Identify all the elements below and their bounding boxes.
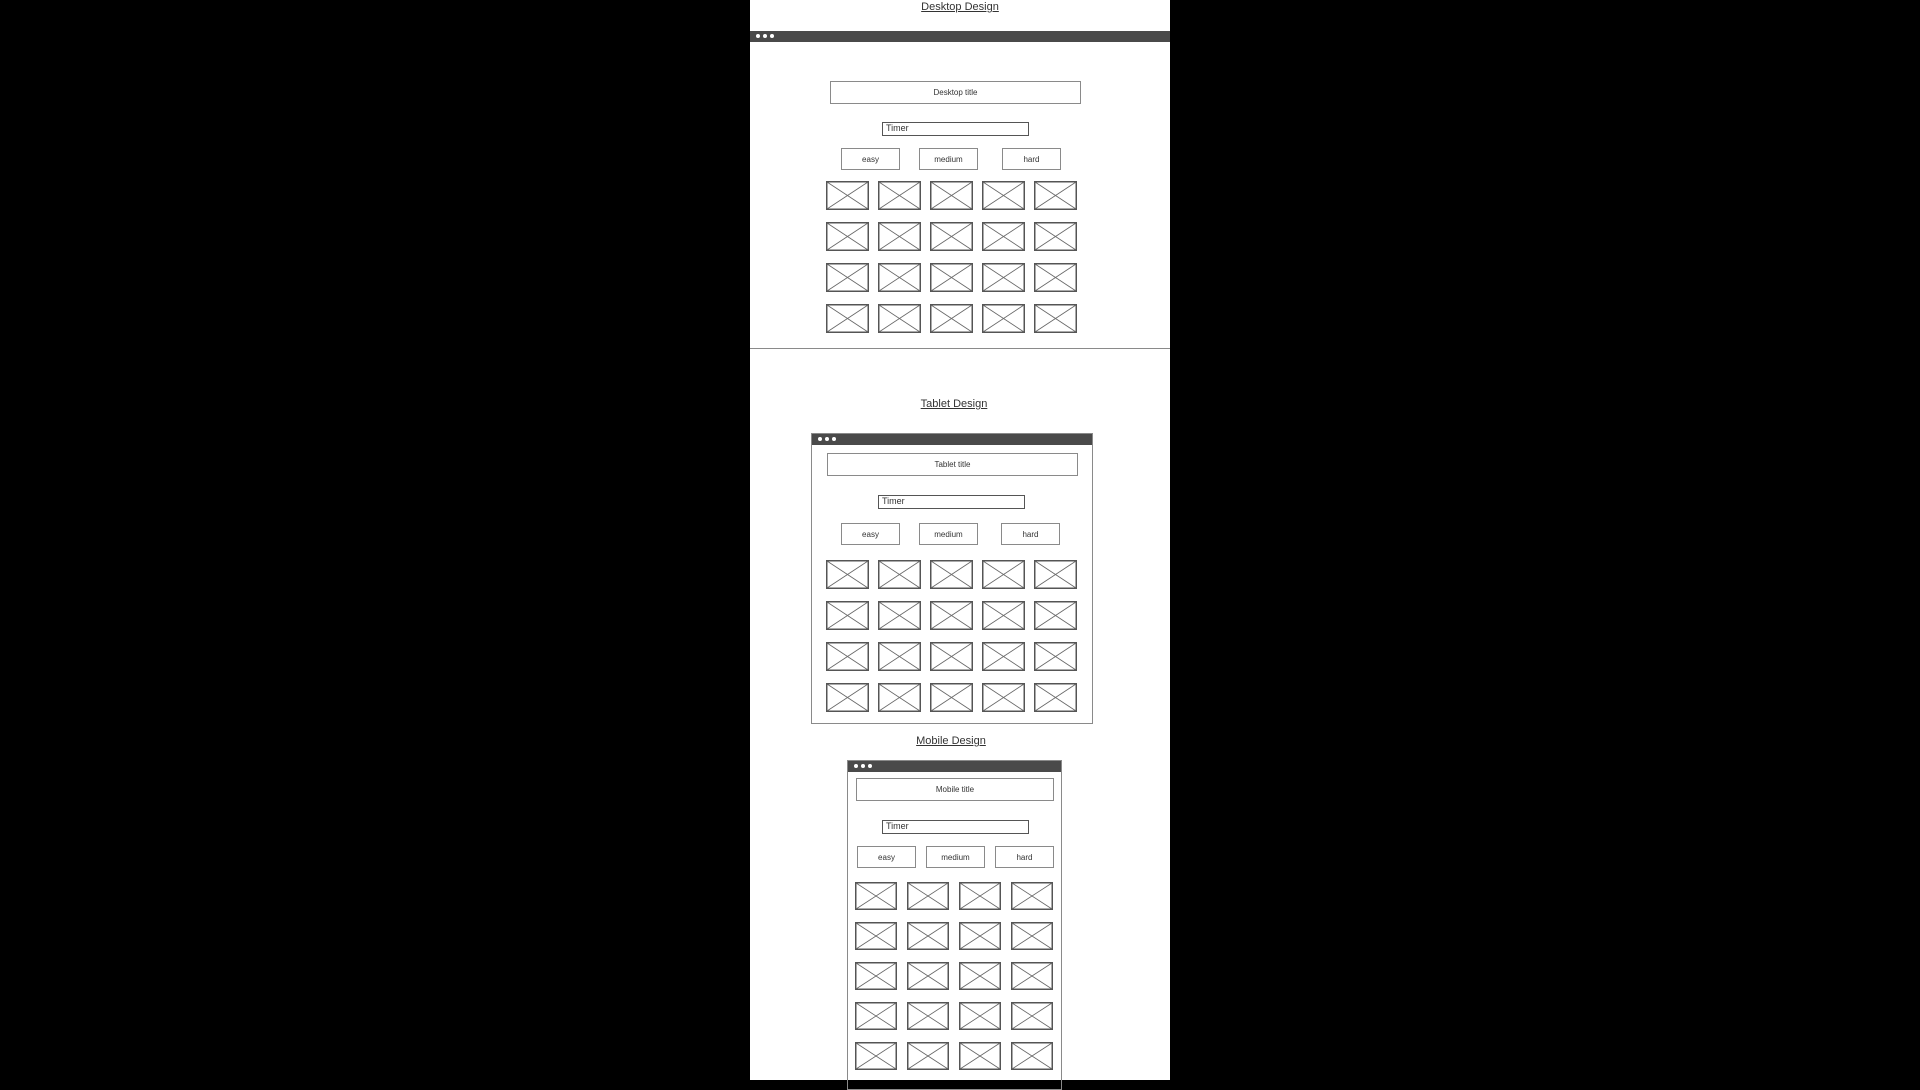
image-placeholder-icon[interactable] bbox=[878, 222, 921, 251]
image-placeholder-icon[interactable] bbox=[930, 560, 973, 589]
image-placeholder-icon[interactable] bbox=[826, 181, 869, 210]
mobile-browser-bar bbox=[848, 761, 1061, 772]
image-placeholder-icon[interactable] bbox=[959, 1002, 1001, 1030]
image-placeholder-icon[interactable] bbox=[826, 304, 869, 333]
image-placeholder-icon[interactable] bbox=[855, 1002, 897, 1030]
image-placeholder-icon[interactable] bbox=[1011, 962, 1053, 990]
image-placeholder-icon[interactable] bbox=[982, 601, 1025, 630]
image-placeholder-icon[interactable] bbox=[878, 304, 921, 333]
image-placeholder-icon[interactable] bbox=[826, 601, 869, 630]
image-placeholder-icon[interactable] bbox=[982, 642, 1025, 671]
mobile-design-heading[interactable]: Mobile Design bbox=[916, 735, 986, 747]
image-placeholder-icon[interactable] bbox=[930, 601, 973, 630]
image-placeholder-icon[interactable] bbox=[878, 263, 921, 292]
image-placeholder-icon[interactable] bbox=[1034, 304, 1077, 333]
image-placeholder-icon[interactable] bbox=[1034, 181, 1077, 210]
desktop-hard-button[interactable]: hard bbox=[1002, 148, 1061, 170]
image-placeholder-icon[interactable] bbox=[1034, 601, 1077, 630]
image-placeholder-icon[interactable] bbox=[982, 263, 1025, 292]
image-placeholder-icon[interactable] bbox=[1011, 1002, 1053, 1030]
image-placeholder-icon[interactable] bbox=[826, 683, 869, 712]
image-placeholder-icon[interactable] bbox=[1034, 560, 1077, 589]
image-placeholder-icon[interactable] bbox=[930, 304, 973, 333]
desktop-medium-button[interactable]: medium bbox=[919, 148, 978, 170]
image-placeholder-icon[interactable] bbox=[930, 683, 973, 712]
mobile-medium-button[interactable]: medium bbox=[926, 846, 985, 868]
mobile-timer: Timer bbox=[882, 820, 1029, 834]
image-placeholder-icon[interactable] bbox=[930, 263, 973, 292]
image-placeholder-icon[interactable] bbox=[855, 962, 897, 990]
image-placeholder-icon[interactable] bbox=[907, 1002, 949, 1030]
window-controls-icon bbox=[818, 434, 839, 445]
tablet-hard-button[interactable]: hard bbox=[1001, 523, 1060, 545]
tablet-title: Tablet title bbox=[827, 453, 1078, 476]
image-placeholder-icon[interactable] bbox=[878, 601, 921, 630]
image-placeholder-icon[interactable] bbox=[907, 962, 949, 990]
desktop-design-heading[interactable]: Desktop Design bbox=[921, 1, 999, 13]
image-placeholder-icon[interactable] bbox=[1034, 263, 1077, 292]
desktop-browser-frame bbox=[750, 31, 1170, 349]
mobile-title: Mobile title bbox=[856, 778, 1054, 801]
image-placeholder-icon[interactable] bbox=[826, 642, 869, 671]
image-placeholder-icon[interactable] bbox=[1011, 1042, 1053, 1070]
tablet-browser-frame bbox=[811, 433, 1093, 724]
image-placeholder-icon[interactable] bbox=[826, 222, 869, 251]
image-placeholder-icon[interactable] bbox=[982, 683, 1025, 712]
desktop-browser-bar bbox=[750, 31, 1170, 42]
desktop-timer: Timer bbox=[882, 122, 1029, 136]
image-placeholder-icon[interactable] bbox=[982, 181, 1025, 210]
tablet-browser-bar bbox=[812, 434, 1092, 445]
image-placeholder-icon[interactable] bbox=[878, 560, 921, 589]
image-placeholder-icon[interactable] bbox=[1034, 222, 1077, 251]
mobile-easy-button[interactable]: easy bbox=[857, 846, 916, 868]
image-placeholder-icon[interactable] bbox=[930, 181, 973, 210]
image-placeholder-icon[interactable] bbox=[907, 882, 949, 910]
image-placeholder-icon[interactable] bbox=[826, 263, 869, 292]
tablet-easy-button[interactable]: easy bbox=[841, 523, 900, 545]
image-placeholder-icon[interactable] bbox=[959, 882, 1001, 910]
image-placeholder-icon[interactable] bbox=[855, 922, 897, 950]
image-placeholder-icon[interactable] bbox=[982, 222, 1025, 251]
image-placeholder-icon[interactable] bbox=[1011, 882, 1053, 910]
image-placeholder-icon[interactable] bbox=[959, 962, 1001, 990]
image-placeholder-icon[interactable] bbox=[959, 922, 1001, 950]
image-placeholder-icon[interactable] bbox=[878, 683, 921, 712]
image-placeholder-icon[interactable] bbox=[1011, 922, 1053, 950]
tablet-design-heading[interactable]: Tablet Design bbox=[920, 398, 988, 410]
image-placeholder-icon[interactable] bbox=[907, 1042, 949, 1070]
tablet-medium-button[interactable]: medium bbox=[919, 523, 978, 545]
desktop-easy-button[interactable]: easy bbox=[841, 148, 900, 170]
image-placeholder-icon[interactable] bbox=[1034, 683, 1077, 712]
image-placeholder-icon[interactable] bbox=[930, 222, 973, 251]
image-placeholder-icon[interactable] bbox=[855, 882, 897, 910]
image-placeholder-icon[interactable] bbox=[826, 560, 869, 589]
desktop-title: Desktop title bbox=[830, 81, 1081, 104]
image-placeholder-icon[interactable] bbox=[878, 181, 921, 210]
image-placeholder-icon[interactable] bbox=[982, 560, 1025, 589]
image-placeholder-icon[interactable] bbox=[855, 1042, 897, 1070]
image-placeholder-icon[interactable] bbox=[907, 922, 949, 950]
image-placeholder-icon[interactable] bbox=[982, 304, 1025, 333]
image-placeholder-icon[interactable] bbox=[1034, 642, 1077, 671]
window-controls-icon bbox=[854, 761, 875, 772]
image-placeholder-icon[interactable] bbox=[878, 642, 921, 671]
tablet-timer: Timer bbox=[878, 495, 1025, 509]
mobile-hard-button[interactable]: hard bbox=[995, 846, 1054, 868]
image-placeholder-icon[interactable] bbox=[930, 642, 973, 671]
window-controls-icon bbox=[756, 31, 777, 42]
wireframe-document bbox=[750, 0, 1170, 1080]
image-placeholder-icon[interactable] bbox=[959, 1042, 1001, 1070]
mobile-browser-frame bbox=[847, 760, 1062, 1090]
